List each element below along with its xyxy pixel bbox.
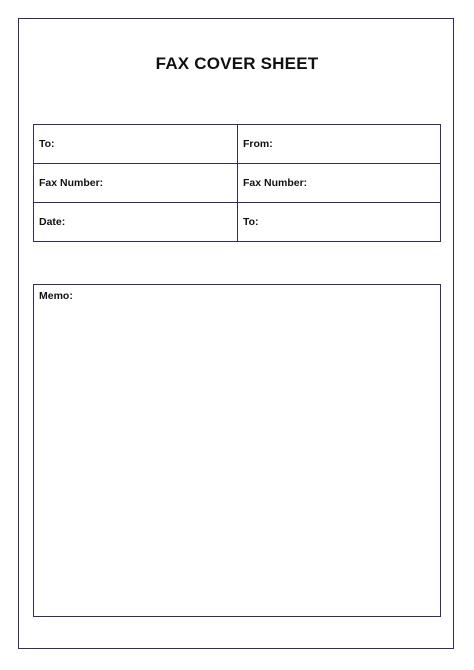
table-row: [34, 203, 440, 241]
from-label: From:: [243, 138, 273, 150]
memo-field[interactable]: [33, 284, 441, 617]
from-field[interactable]: [238, 125, 439, 163]
to-label: To:: [39, 138, 55, 150]
to-field[interactable]: [34, 125, 238, 163]
second-to-field[interactable]: [238, 203, 439, 241]
table-row: [34, 164, 440, 203]
sender-fax-number-label: Fax Number:: [243, 177, 308, 189]
memo-label: Memo:: [39, 290, 73, 302]
second-to-label: To:: [243, 216, 259, 228]
page-title: FAX COVER SHEET: [155, 54, 319, 73]
fax-info-table: [33, 124, 441, 242]
sender-fax-number-field[interactable]: [238, 164, 439, 202]
recipient-fax-number-label: Fax Number:: [39, 177, 104, 189]
recipient-fax-number-field[interactable]: [34, 164, 238, 202]
date-label: Date:: [39, 216, 66, 228]
table-row: [34, 125, 440, 164]
date-field[interactable]: [34, 203, 238, 241]
